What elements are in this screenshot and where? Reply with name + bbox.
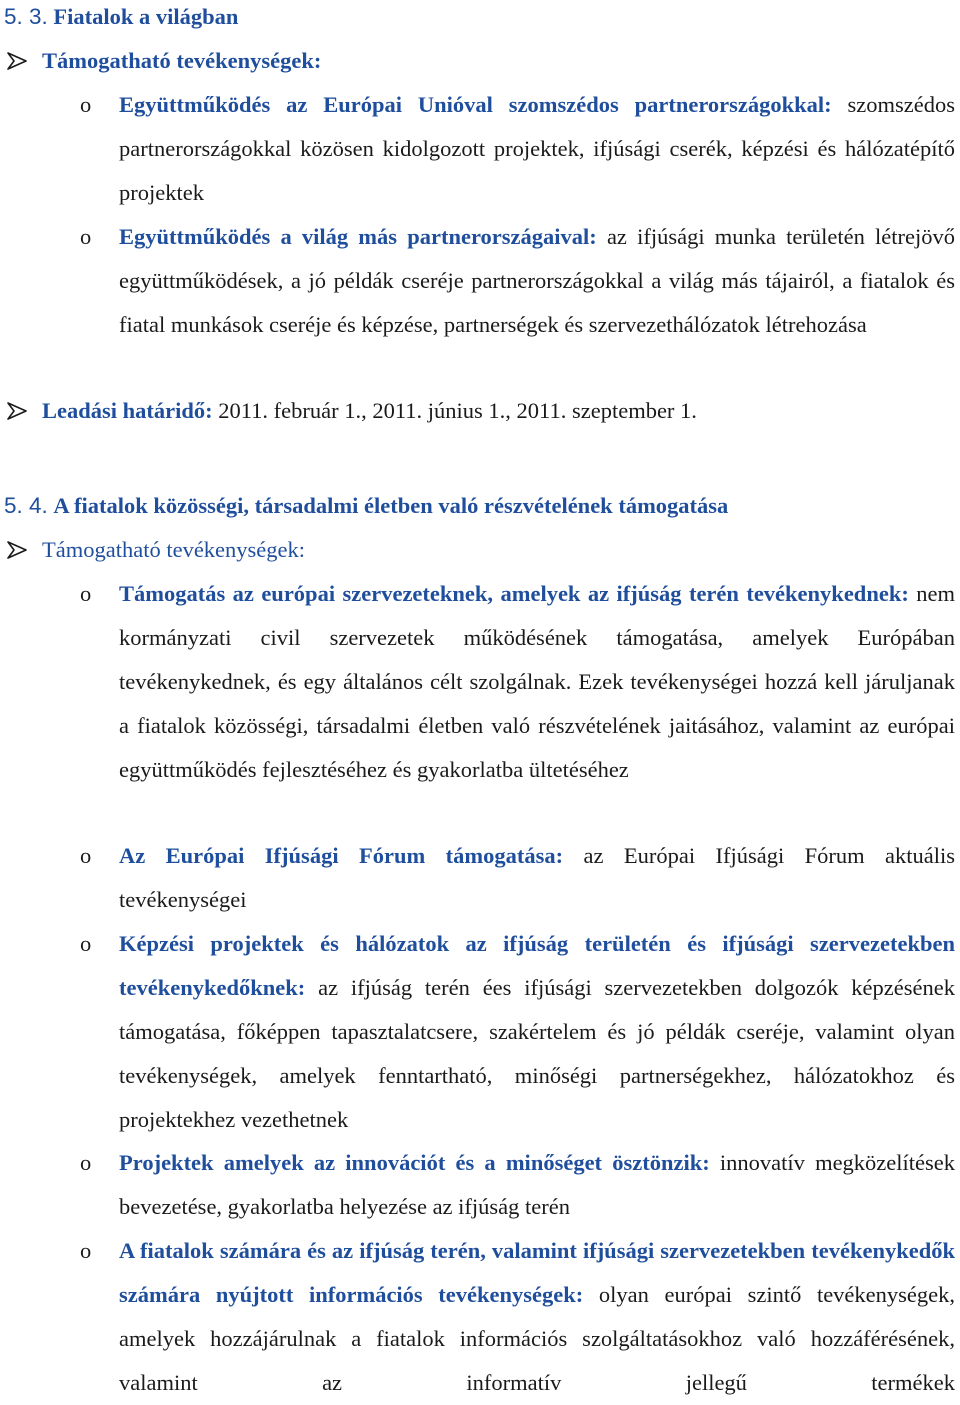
item-marker: o (80, 1238, 92, 1263)
item-marker: o (80, 1150, 92, 1175)
section-number: 5. 4. (4, 493, 48, 518)
section-title: Fiatalok a világban (53, 4, 239, 29)
item-text (119, 83, 955, 215)
item-description: az ifjúság terén ées ifjúsági szervezetekben dolgozók képzésének támogatása, főképpen tapasztalatcsere, szakértelem és jó példák cseréje, valamint olyan tevékenységek, amelyek fenntartható, minőségi partnerségekhez, hálózatokhoz és projektekhez vezethetnek (119, 975, 955, 1132)
item-text (119, 1229, 955, 1405)
item-label: Együttműködés az Európai Unióval szomszédos partnerországokkal: (119, 92, 832, 117)
item-marker: o (80, 581, 92, 606)
section-heading-5-4 (4, 495, 728, 518)
section-heading-5-3 (4, 6, 238, 29)
deadline-row (6, 400, 697, 423)
arrow-bullet-icon (6, 52, 28, 70)
item-text (119, 215, 955, 347)
supported-activities-header (6, 539, 305, 562)
item-text (119, 572, 955, 792)
supported-activities-header (6, 50, 321, 73)
section-number: 5. 3. (4, 4, 48, 29)
item-marker: o (80, 843, 92, 868)
section-title: A fiatalok közösségi, társadalmi életben való részvételének támogatása (53, 493, 729, 518)
item-label: Projektek amelyek az innovációt és a minőséget ösztönzik: (119, 1150, 710, 1175)
arrow-bullet-icon (6, 402, 28, 420)
item-text (119, 1141, 955, 1229)
item-marker: o (80, 931, 92, 956)
item-label: Az Európai Ifjúsági Fórum támogatása: (119, 843, 564, 868)
item-description: az Európai Ifjúsági Fórum aktuális tevékenységei (119, 843, 956, 912)
item-marker: o (80, 92, 92, 117)
item-text (119, 922, 955, 1142)
arrow-bullet-icon (6, 541, 28, 559)
deadline-value: 2011. február 1., 2011. június 1., 2011. szeptember 1. (218, 398, 697, 423)
deadline-label: Leadási határidő: (42, 398, 213, 423)
item-text (119, 834, 955, 922)
item-description: nem kormányzati civil szervezetek működésének támogatása, amelyek Európában tevékenykednek, és egy általános célt szolgálnak. Ezek tevékenységei hozzá kell járuljanak a fiatalok közösségi, társadalmi életben való részvételének jaitásához, valamint az európai együttműködés fejlesztéséhez és gyakorlatba ültetéséhez (119, 581, 955, 782)
item-description: innovatív megközelítések bevezetése, gyakorlatba helyezése az ifjúság terén (119, 1150, 956, 1219)
item-description: olyan európai szintő tevékenységek, amelyek hozzájárulnak a fiatalok információs szolgáltatásokhoz való hozzáférésének, valamint az informatív jellegű termékek (119, 1282, 956, 1395)
item-label: Képzési projektek és hálózatok az ifjúság területén és ifjúsági szervezetekben tevékenykedőknek: (119, 931, 955, 1000)
supported-activities-label: Támogatható tevékenységek: (42, 537, 306, 562)
item-description: szomszédos partnerországokkal közösen kidolgozott projektek, ifjúsági cserék, képzési és hálózatépítő projektek (119, 92, 955, 205)
item-label: Támogatás az európai szervezeteknek, amelyek az ifjúság terén tevékenykednek: (119, 581, 909, 606)
item-marker: o (80, 224, 92, 249)
item-label: Együttműködés a világ más partnerországaival: (119, 224, 597, 249)
supported-activities-label: Támogatható tevékenységek: (42, 48, 322, 73)
item-label: A fiatalok számára és az ifjúság terén, valamint ifjúsági szervezetekben tevékenykedők számára nyújtott információs tevékenységek: (119, 1238, 955, 1307)
item-description: az ifjúsági munka területén létrejövő együttműködések, a jó példák cseréje partnerországokkal a világ más tájairól, a fiatalok és fiatal munkások cseréje és képzése, partnerségek és szervezethálózatok létrehozása (119, 224, 955, 337)
